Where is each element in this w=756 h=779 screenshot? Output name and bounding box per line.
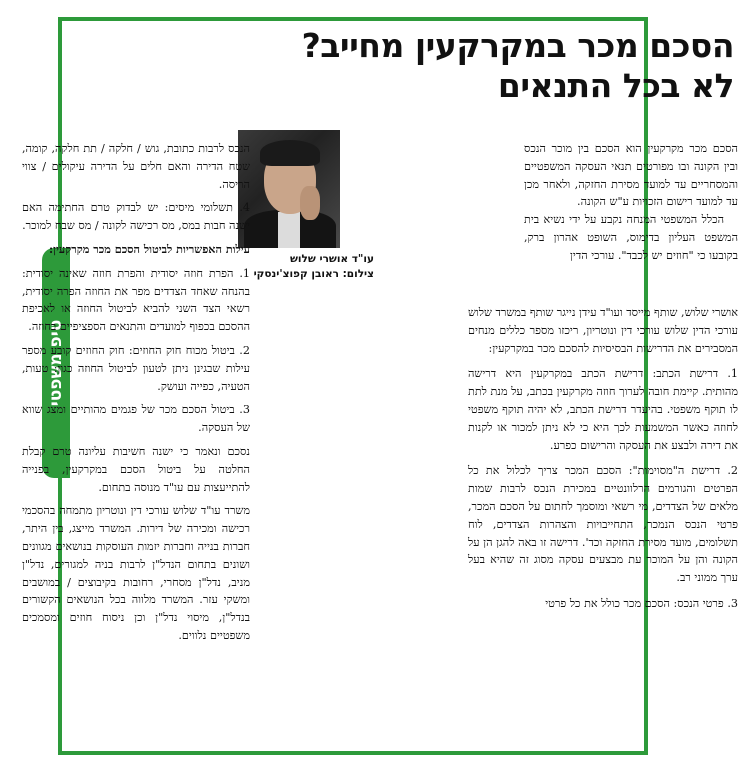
paragraph: אושרי שלוש, שותף מייסד ועו"ד עידן נייגר שותף במשרד שלוש עורכי הדין שלוש עורכי דין ונוטריון, ריכזו מספר כללים מנחים המסבירים את הדרישות הבסיסיות להסכם מכר במקרקעין: bbox=[467, 306, 738, 355]
paragraph: 4. תשלומי מיסים: יש לבדוק טרם החתימה האם ישנה חבות במס, מס רכישה לקונה / מס שבח למוכר. bbox=[22, 201, 250, 233]
headline-line-2: לא בכל התנאים bbox=[497, 66, 734, 105]
side-tab-label: טיפ משפטי bbox=[46, 319, 66, 407]
paragraph: 1. הפרת חוזה יסודית והפרת חוזה שאינה יסודית: בהנחה שאחד הצדדים מפר את החוזה הפרה יסודית, רשאי הצד השני להביא לביטול החוזה או לאכיפת ההסכם בכפוף למועדים והתנאים הספציפיים בחוזה. bbox=[22, 266, 250, 334]
paragraph: 2. ביטול מכוח חוק החוזים: חוק החוזים קובע מספר עילות שבגינן ניתן לטעון לביטול החוזה כגון: טעות, הטעיה, כפייה ועושק. bbox=[22, 343, 250, 393]
paragraph: 3. פרטי הנכס: הסכם מכר כולל את כל פרטי bbox=[545, 596, 738, 610]
paragraph: הכלל המשפטי המנחה נקבע על ידי נשיא בית המשפט העליון בדימוס, השופט אהרון ברק, בקובעו כי "חוזים יש לכבד". עורכי הדין bbox=[524, 213, 738, 262]
paragraph: 2. דרישת ה"מסוימות": הסכם המכר צריך לכלול את כל הפרטים והגורמים הרלוונטיים במכירת הנכס לרבות שמות מלאים של הצדדים, מי רשאי ומוסמך לחתום על הסכם המכר, פרטי הנכס הנמכר, התחייבויות והצהרות הצדדים, לוח תשלומים, מועד מסירת החזקה וכד'. דרישה זו באה להגן הן על הקונה והן על המוכר עת מבצעים עסקה מסוג זה שהיא בעל ערך ממוני רב. bbox=[468, 464, 738, 585]
paragraph: 1. דרישת הכתב: דרישת הכתב במקרקעין היא דרישה מהותית. קיימת חובה לערוך חוזה מקרקעין בכתב, על מנת לתת לו תוקף משפטי. בהיעדר דרישת הכתב, לא יהיה תוקף משפטי לחוזה כאשר המשמעות לכך היא כי לא ניתן למכור או לקנות את דירה ולבצע את העסקה והרישום כפרע. bbox=[468, 367, 738, 452]
paragraph: משרד עו"ד שלוש עורכי דין ונוטריון מתמחה בהסכמי רכישה ומכירה של דירות. המשרד מייצג, בין היתר, חברות בנייה וחברות יזמות העוסקות בנושאים מגוונים ושונים בתחום הנדל"ן לרבות בניה למגורים, נדל"ן מניב, נדל"ן מסחרי, רחובות בקיבוצים / במושבים ומשקי עזר. המשרד מלווה בכל הנושאים הקשורים בנדל"ן, מיסוי נדל"ן וכן ניסוח חוזים ומסמכים משפטיים נלווים. bbox=[22, 504, 250, 642]
paragraph: נסכם ונאמר כי ישנה חשיבות עליונה טרם קבלת החלטה על ביטול הסכם במקרקעין, בפנייה להתייעצות עם עו"ד מנוסה בתחום. bbox=[22, 444, 250, 494]
headline bbox=[214, 26, 734, 106]
headline-line-1: הסכם מכר במקרקעין מחייב? bbox=[301, 26, 734, 65]
photo-hair bbox=[260, 140, 320, 166]
photo-caption bbox=[238, 252, 374, 282]
photo-shirt bbox=[278, 212, 300, 248]
paragraph: 3. ביטול הסכם מכר של פגמים מהותיים ומצג שווא של העסקה. bbox=[22, 403, 250, 435]
paragraph: הסכם מכר מקרקעין הוא הסכם בין מוכר הנכס ובין הקונה ובו מפורטים תנאי העסקה המשפטיים והמסחריים עד למועד מסירת החזקה, ולאחר מכן עד למועד רישום הזכויות ע"ש הקונה. bbox=[524, 142, 738, 209]
photo-hand bbox=[300, 186, 320, 220]
caption-author: עו"ד אושרי שלוש bbox=[289, 253, 374, 265]
paragraph: הנכס לרבות כתובת, גוש / חלקה / תת חלקה, קומה, שטח הדירה והאם חלים על הדירה עיקולים / צווי הריסה. bbox=[22, 142, 250, 191]
right-column-top bbox=[524, 140, 738, 265]
left-column bbox=[22, 140, 250, 645]
right-column-lower bbox=[468, 304, 738, 613]
caption-credit: צילום: ראובן קפוצ'ינסקי bbox=[253, 268, 374, 280]
section-heading: עילות האפשריות לביטול הסכם מכר מקרקעין: bbox=[49, 241, 250, 256]
author-photo bbox=[238, 130, 340, 248]
